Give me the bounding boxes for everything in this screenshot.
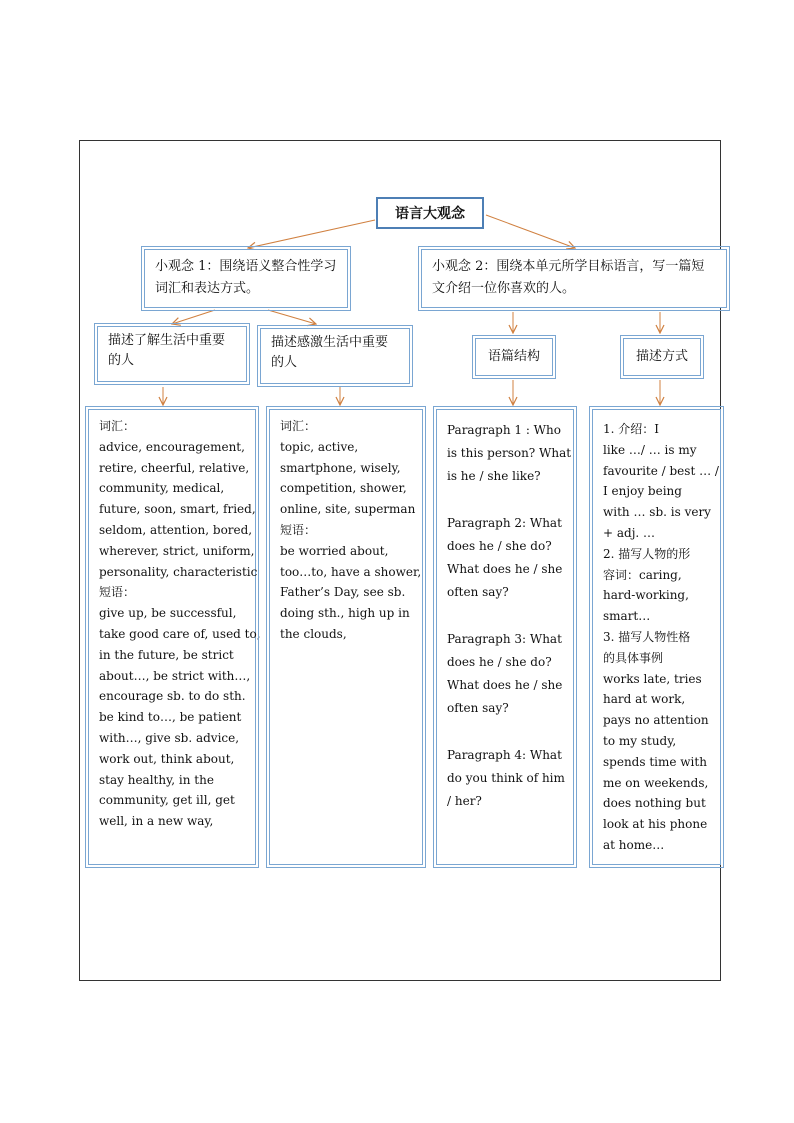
label-method-box — [623, 338, 701, 376]
arrow-concept1-to-understand — [172, 310, 215, 324]
vocab-line: the clouds, — [280, 626, 347, 641]
vocab-line: community, medical, — [99, 481, 225, 496]
vocab-column-understand — [88, 409, 261, 865]
root-concept-box — [376, 197, 484, 229]
paragraph-question-line: often say? — [447, 701, 509, 715]
method-line: 的具体事例 — [603, 650, 664, 665]
method-line: pays no attention — [603, 713, 709, 728]
label-grateful-box — [260, 328, 410, 384]
method-line: 3. 描写人物性格 — [603, 629, 691, 644]
vocab-line: stay healthy, in the — [99, 772, 214, 787]
vocab-line: too…to, have a shower, — [280, 564, 422, 579]
paragraph-question-block — [447, 628, 563, 720]
paragraph-spacer — [447, 604, 563, 628]
small-concept-1-box — [144, 249, 348, 308]
paragraph-question-line: Paragraph 4: What — [447, 748, 562, 762]
method-line: hard-working, — [603, 588, 689, 603]
method-line: spends time with — [603, 754, 707, 769]
small-concept-2-box — [421, 249, 727, 308]
vocab-line: work out, think about, — [99, 751, 235, 766]
method-line: 1. 介绍：I — [603, 422, 660, 436]
vocab-line: 词汇： — [280, 419, 317, 433]
paragraph-spacer — [447, 488, 563, 512]
label-understand-box — [97, 326, 247, 382]
vocab-line: smartphone, wisely, — [280, 460, 401, 475]
description-method-column — [592, 409, 721, 865]
vocab-line: well, in a new way, — [99, 814, 214, 829]
method-line: + adj. … — [603, 525, 656, 540]
paragraph-question-line: is he / she like? — [447, 469, 541, 483]
vocab-line: advice, encouragement, — [99, 439, 245, 454]
vocab-line: future, soon, smart, fried, — [99, 502, 256, 517]
paragraph-question-line: What does he / she — [447, 562, 563, 576]
paragraph-question-line: What does he / she — [447, 678, 563, 692]
small-concept-2-text: 小观念 2：围绕本单元所学目标语言，写一篇短文介绍一位你喜欢的人。 — [432, 259, 705, 296]
vocab-line: in the future, be strict — [99, 647, 234, 662]
vocab-line: encourage sb. to do sth. — [99, 689, 246, 704]
paragraph-question-block — [447, 744, 563, 813]
paragraph-structure-column — [436, 409, 574, 865]
paragraph-question-block — [447, 512, 563, 604]
paragraph-question-line: is this person? What — [447, 446, 572, 460]
paragraph-question-line: Paragraph 3: What — [447, 632, 562, 646]
paragraph-question-line: does he / she do? — [447, 655, 552, 669]
paragraph-spacer — [447, 720, 563, 744]
vocab-line: Father’s Day, see sb. — [280, 585, 406, 600]
vocab-line: give up, be successful, — [99, 606, 237, 621]
paragraph-question-line: / her? — [447, 794, 482, 808]
paragraph-question-line: Paragraph 2: What — [447, 516, 562, 530]
vocab-line: wherever, strict, uniform, — [99, 543, 255, 558]
vocab-line: online, site, superman — [280, 502, 416, 517]
label-structure: 语篇结构 — [487, 349, 540, 364]
vocab-line: community, get ill, get — [99, 793, 235, 808]
vocab-line: personality, characteristic — [99, 564, 258, 579]
vocab-line: seldom, attention, bored, — [99, 522, 253, 537]
paragraph-question-line: Paragraph 1 : Who — [447, 423, 561, 437]
method-line: 容词：caring, — [603, 567, 682, 582]
arrow-concept1-to-grateful — [268, 310, 316, 324]
paragraph-question-line: do you think of him — [447, 771, 565, 785]
vocab-line: with…, give sb. advice, — [99, 730, 240, 745]
label-method: 描述方式 — [635, 349, 688, 364]
vocab-line: competition, shower, — [280, 481, 407, 496]
method-line: does nothing but — [603, 796, 706, 811]
root-concept-label: 语言大观念 — [395, 206, 465, 222]
method-line: me on weekends, — [603, 775, 709, 790]
vocab-column-grateful — [269, 409, 423, 865]
label-structure-box — [475, 338, 553, 376]
vocab-line: about…, be strict with…, — [99, 668, 251, 683]
method-line: with … sb. is very — [603, 505, 711, 520]
vocab-line: retire, cheerful, relative, — [99, 460, 250, 475]
arrow-root-to-concept1 — [248, 220, 375, 248]
vocab-line: take good care of, used to, — [99, 626, 261, 641]
label-understand: 描述了解生活中重要的人 — [108, 333, 226, 368]
small-concept-1-text: 小观念 1：围绕语义整合性学习词汇和表达方式。 — [155, 259, 337, 296]
arrow-root-to-concept2 — [486, 215, 575, 248]
method-line: I enjoy being — [603, 484, 682, 499]
method-line: favourite / best … / — [603, 463, 719, 478]
vocab-line: 短语： — [99, 585, 136, 600]
method-line: like …/ … is my — [603, 442, 697, 457]
vocab-line: 词汇： — [99, 419, 136, 433]
vocab-line: topic, active, — [280, 439, 359, 454]
label-grateful: 描述感激生活中重要的人 — [271, 335, 389, 370]
method-line: at home… — [603, 837, 665, 852]
method-line: 2. 描写人物的形 — [603, 546, 691, 561]
vocab-line: be kind to…, be patient — [99, 710, 242, 725]
paragraph-question-line: does he / she do? — [447, 539, 552, 553]
vocab-line: doing sth., high up in — [280, 606, 410, 621]
method-line: smart… — [603, 609, 651, 624]
method-line: works late, tries — [603, 671, 702, 686]
vocab-line: 短语： — [280, 522, 317, 537]
paragraph-question-block — [447, 419, 572, 488]
vocab-line: be worried about, — [280, 543, 389, 558]
paragraph-question-line: often say? — [447, 585, 509, 599]
method-line: to my study, — [603, 733, 677, 748]
method-line: hard at work, — [603, 692, 686, 707]
method-line: look at his phone — [603, 817, 708, 832]
